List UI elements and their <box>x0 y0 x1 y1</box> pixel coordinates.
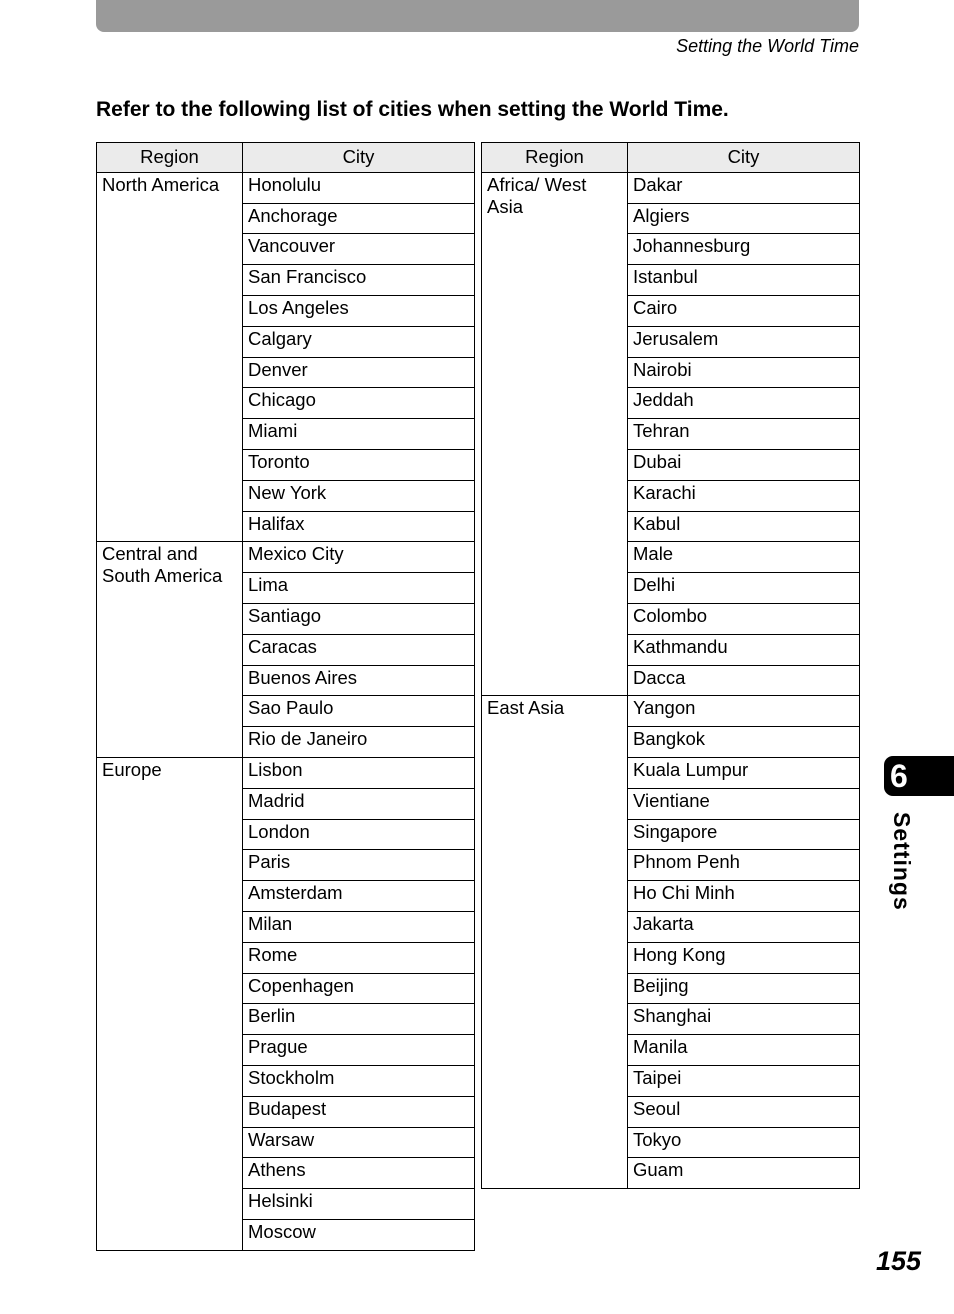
city-cell: Taipei <box>628 1065 860 1096</box>
city-cell: Copenhagen <box>243 973 475 1004</box>
city-cell: Manila <box>628 1035 860 1066</box>
city-cell: New York <box>243 480 475 511</box>
city-header: City <box>243 143 475 173</box>
city-cell: Cairo <box>628 295 860 326</box>
city-cell: Lisbon <box>243 757 475 788</box>
city-cell: Chicago <box>243 388 475 419</box>
city-header: City <box>628 143 860 173</box>
city-cell: Moscow <box>243 1219 475 1250</box>
city-cell: Karachi <box>628 480 860 511</box>
city-cell: Kathmandu <box>628 634 860 665</box>
city-cell: Jeddah <box>628 388 860 419</box>
city-cell: Helsinki <box>243 1189 475 1220</box>
region-cell: North America <box>97 172 243 542</box>
running-title: Setting the World Time <box>676 36 859 56</box>
region-header: Region <box>482 143 628 173</box>
page-number: 155 <box>875 1246 921 1276</box>
city-cell: Amsterdam <box>243 881 475 912</box>
city-cell: Stockholm <box>243 1065 475 1096</box>
city-cell: Lima <box>243 573 475 604</box>
city-cell: Delhi <box>628 573 860 604</box>
city-cell: Santiago <box>243 603 475 634</box>
city-cell: Colombo <box>628 603 860 634</box>
region-cell: Central and South America <box>97 542 243 758</box>
city-cell: Algiers <box>628 203 860 234</box>
city-cell: Honolulu <box>243 172 475 203</box>
city-cell: Dacca <box>628 665 860 696</box>
city-cell: Nairobi <box>628 357 860 388</box>
city-cell: Caracas <box>243 634 475 665</box>
city-cell: Toronto <box>243 449 475 480</box>
city-cell: Denver <box>243 357 475 388</box>
header-bar <box>96 0 859 32</box>
city-cell: Prague <box>243 1035 475 1066</box>
city-cell: Guam <box>628 1158 860 1189</box>
city-cell: Kabul <box>628 511 860 542</box>
intro-heading: Refer to the following list of cities when setting the World Time. <box>96 98 729 121</box>
city-cell: Jerusalem <box>628 326 860 357</box>
city-cell: Bangkok <box>628 727 860 758</box>
city-cell: Shanghai <box>628 1004 860 1035</box>
region-header: Region <box>97 143 243 173</box>
chapter-number: 6 <box>890 757 908 794</box>
city-table-right <box>481 142 860 1189</box>
table-row <box>97 542 475 573</box>
city-cell: Halifax <box>243 511 475 542</box>
city-cell: Miami <box>243 419 475 450</box>
city-cell: San Francisco <box>243 265 475 296</box>
table-row <box>482 172 860 203</box>
city-table-left <box>96 142 475 1251</box>
city-cell: Calgary <box>243 326 475 357</box>
table-header-row <box>97 143 475 173</box>
city-cell: Budapest <box>243 1096 475 1127</box>
city-cell: Mexico City <box>243 542 475 573</box>
chapter-title: Settings <box>889 812 915 911</box>
region-cell: East Asia <box>482 696 628 1189</box>
city-cell: Beijing <box>628 973 860 1004</box>
city-cell: Jakarta <box>628 911 860 942</box>
city-cell: Anchorage <box>243 203 475 234</box>
city-cell: Madrid <box>243 788 475 819</box>
city-cell: Los Angeles <box>243 295 475 326</box>
city-cell: Ho Chi Minh <box>628 881 860 912</box>
city-cell: Johannesburg <box>628 234 860 265</box>
city-cell: Seoul <box>628 1096 860 1127</box>
city-cell: Buenos Aires <box>243 665 475 696</box>
city-cell: Istanbul <box>628 265 860 296</box>
city-cell: Yangon <box>628 696 860 727</box>
city-cell: Hong Kong <box>628 942 860 973</box>
city-cell: Phnom Penh <box>628 850 860 881</box>
city-cell: Sao Paulo <box>243 696 475 727</box>
region-cell: Africa/ West Asia <box>482 172 628 696</box>
city-cell: Tehran <box>628 419 860 450</box>
city-cell: Male <box>628 542 860 573</box>
table-row <box>97 172 475 203</box>
table-row <box>97 757 475 788</box>
city-cell: Berlin <box>243 1004 475 1035</box>
region-cell: Europe <box>97 757 243 1250</box>
city-cell: Milan <box>243 911 475 942</box>
city-cell: London <box>243 819 475 850</box>
city-cell: Rome <box>243 942 475 973</box>
chapter-tab <box>884 756 954 796</box>
city-cell: Kuala Lumpur <box>628 757 860 788</box>
city-cell: Dubai <box>628 449 860 480</box>
city-cell: Dakar <box>628 172 860 203</box>
table-row <box>482 696 860 727</box>
city-cell: Singapore <box>628 819 860 850</box>
city-cell: Vientiane <box>628 788 860 819</box>
city-cell: Vancouver <box>243 234 475 265</box>
city-cell: Athens <box>243 1158 475 1189</box>
city-cell: Tokyo <box>628 1127 860 1158</box>
city-cell: Warsaw <box>243 1127 475 1158</box>
table-header-row <box>482 143 860 173</box>
city-cell: Paris <box>243 850 475 881</box>
city-cell: Rio de Janeiro <box>243 727 475 758</box>
